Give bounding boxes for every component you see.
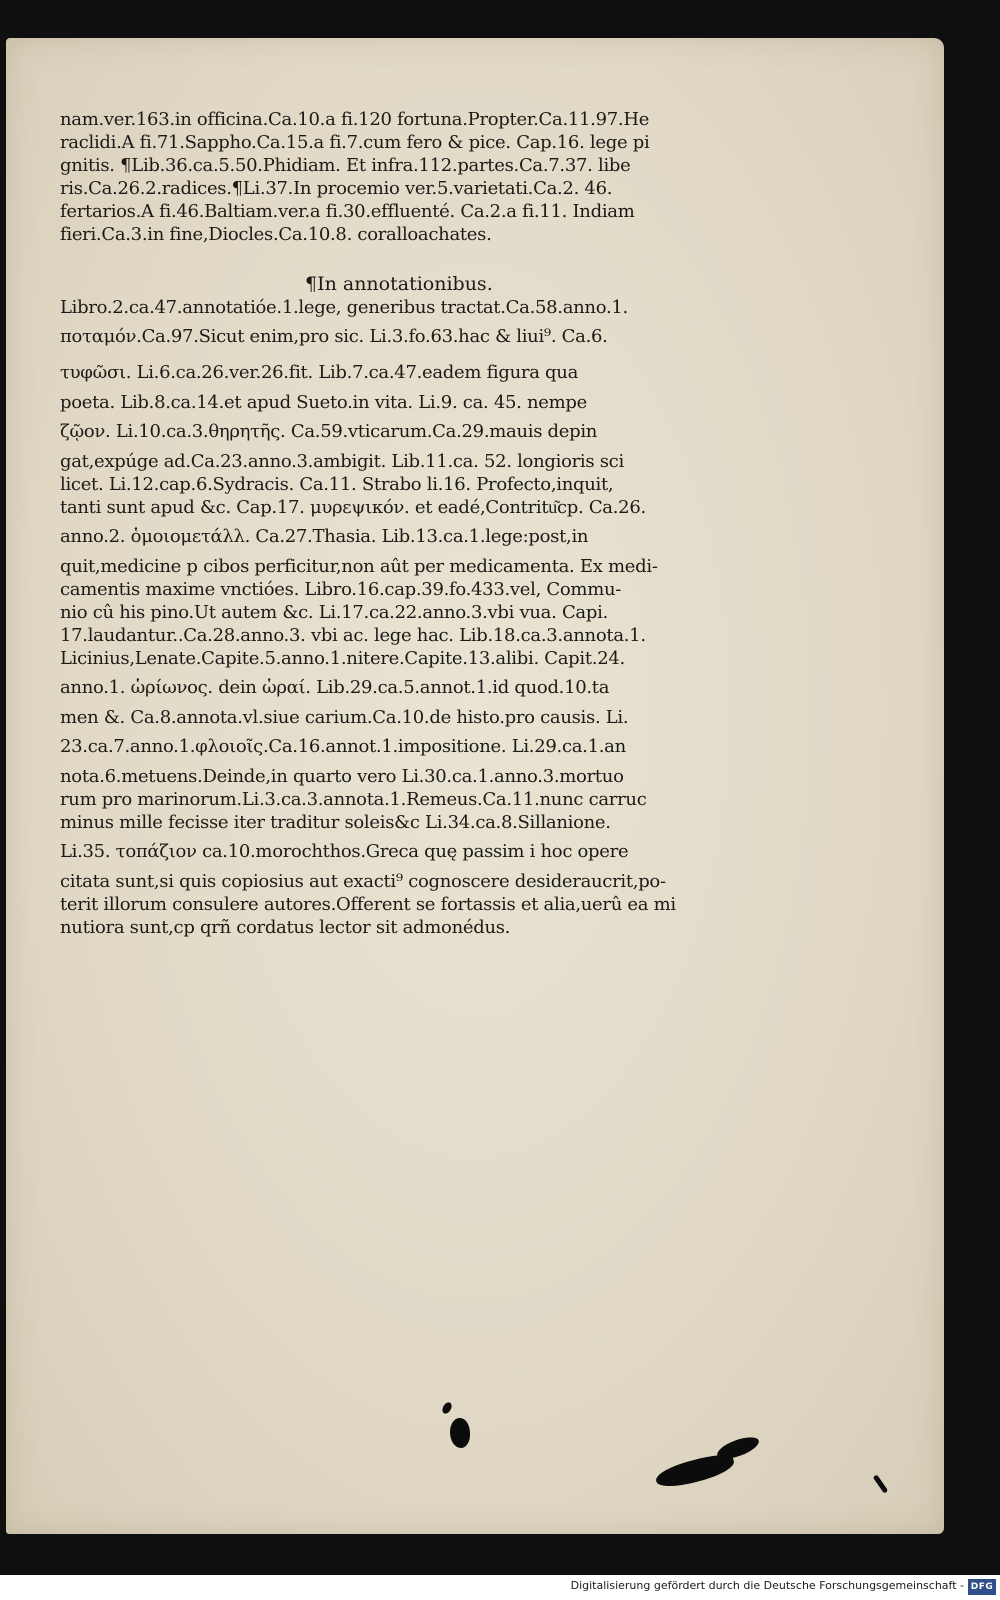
text-line: ποταμόν.Ca.97.Sicut enim,pro sic. Li.3.fo.63.hac & liui⁹. Ca.6. [60, 326, 608, 347]
text-line: τυφῶσι. Li.6.ca.26.ver.26.fit. Lib.7.ca.47.eadem figura qua [60, 362, 579, 383]
text-line: camentis maxime vnctióes. Libro.16.cap.39.fo.433.vel, Commu- [60, 579, 622, 600]
footer-bar [0, 1575, 1000, 1600]
text-line: gat,expúge ad.Ca.23.anno.3.ambigit. Lib.11.ca. 52. longioris sci [60, 451, 624, 472]
text-line: nio cû his pino.Ut autem &c. Li.17.ca.22.anno.3.vbi vua. Capi. [60, 602, 608, 623]
text-line: anno.1. ὡρίωνος. dein ὡραί. Lib.29.ca.5.annot.1.id quod.10.ta [60, 677, 610, 698]
text-line: gnitis. ¶Lib.36.ca.5.50.Phidiam. Et infra.112.partes.Ca.7.37. libe [60, 155, 631, 176]
text-line: minus mille fecisse iter traditur soleis&c Li.34.ca.8.Sillanione. [60, 812, 611, 833]
text-line: anno.2. ὁμοιομετάλλ. Ca.27.Thasia. Lib.13.ca.1.lege:post,in [60, 526, 589, 547]
paragraph-gap [60, 246, 850, 272]
text-line: nutiora sunt,cp qrñ cordatus lector sit admonédus. [60, 917, 511, 938]
text-line: poeta. Lib.8.ca.14.et apud Sueto.in vita. Li.9. ca. 45. nempe [60, 392, 587, 413]
book-page [6, 38, 944, 1534]
page-text [60, 108, 850, 939]
text-line: men &. Ca.8.annota.vl.siue carium.Ca.10.de histo.pro causis. Li. [60, 707, 629, 728]
text-line: raclidi.A fi.71.Sappho.Ca.15.a fi.7.cum fero & pice. Cap.16. lege pi [60, 132, 650, 153]
text-line: tanti sunt apud &c. Cap.17. μυρεψικόν. et eadé,Contritu͂cp. Ca.26. [60, 497, 646, 518]
section-heading: ¶In annotationibus. [305, 273, 493, 295]
text-line: Licinius,Lenate.Capite.5.anno.1.nitere.Capite.13.alibi. Capit.24. [60, 648, 625, 669]
text-line: ζῷον. Li.10.ca.3.θηρητῆς. Ca.59.vticarum.Ca.29.mauis depin [60, 421, 598, 442]
text-line: nam.ver.163.in officina.Ca.10.a fi.120 fortuna.Propter.Ca.11.97.He [60, 109, 650, 130]
text-line: fieri.Ca.3.in fine,Diocles.Ca.10.8. coralloachates. [60, 224, 492, 245]
text-line: terit illorum consulere autores.Offerent se fortassis et alia,uerû ea mi [60, 894, 676, 915]
text-line: citata sunt,si quis copiosius aut exacti⁹ cognoscere desideraucrit,po- [60, 871, 666, 892]
text-line: quit,medicine p cibos perficitur,non aût per medicamenta. Ex medi- [60, 556, 658, 577]
ink-blot [450, 1418, 470, 1448]
text-line: 17.laudantur..Ca.28.anno.3. vbi ac. lege hac. Lib.18.ca.3.annota.1. [60, 625, 646, 646]
text-line: rum pro marinorum.Li.3.ca.3.annota.1.Remeus.Ca.11.nunc carruc [60, 789, 647, 810]
dfg-logo: DFG [968, 1579, 996, 1595]
funding-credit: Digitalisierung gefördert durch die Deutsche Forschungsgemeinschaft - [570, 1579, 964, 1592]
text-line: 23.ca.7.anno.1.φλοιοῖς.Ca.16.annot.1.impositione. Li.29.ca.1.an [60, 736, 626, 757]
text-line: Li.35. τοπάζιον ca.10.morochthos.Greca quę passim i hoc opere [60, 841, 629, 862]
text-line: licet. Li.12.cap.6.Sydracis. Ca.11. Strabo li.16. Profecto,inquit, [60, 474, 614, 495]
text-line: fertarios.A fi.46.Baltiam.ver.a fi.30.effluenté. Ca.2.a fi.11. Indiam [60, 201, 635, 222]
text-line: nota.6.metuens.Deinde,in quarto vero Li.30.ca.1.anno.3.mortuo [60, 766, 624, 787]
text-line: Libro.2.ca.47.annotatióe.1.lege, generibus tractat.Ca.58.anno.1. [60, 297, 628, 318]
text-line: ris.Ca.26.2.radices.¶Li.37.In procemio ver.5.varietati.Ca.2. 46. [60, 178, 613, 199]
